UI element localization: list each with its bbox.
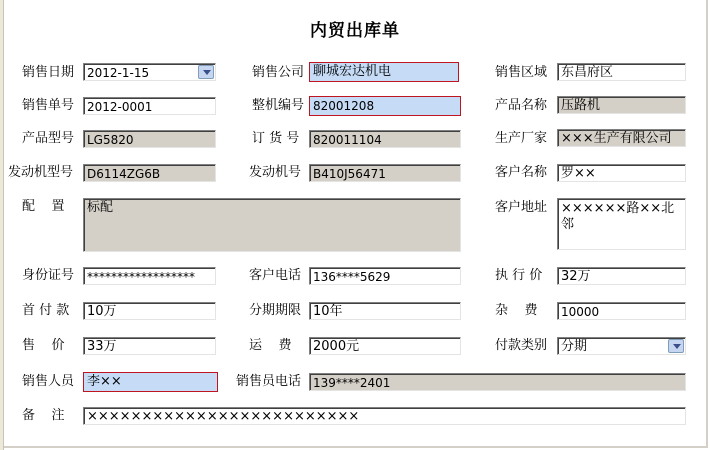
manufacturer-label: 生产厂家 (495, 131, 548, 146)
sales-company-label: 销售公司 (252, 65, 305, 80)
freight-field[interactable]: 2000元 (309, 337, 461, 355)
payment-type-label: 付款类别 (495, 338, 548, 353)
exec-price-field[interactable]: 32万 (557, 267, 686, 285)
product-name-label: 产品名称 (495, 98, 548, 113)
sales-no-field[interactable]: 2012-0001 (83, 97, 216, 115)
chevron-down-icon[interactable] (668, 339, 684, 353)
misc-fee-label: 杂 费 (495, 303, 538, 318)
config-label: 配 置 (22, 199, 65, 214)
customer-name-label: 客户名称 (495, 165, 548, 180)
order-no-field[interactable]: 820011104 (309, 130, 461, 148)
sales-region-field[interactable]: 东昌府区 (557, 63, 686, 81)
installment-term-label: 分期期限 (249, 303, 302, 318)
sales-no-label: 销售单号 (22, 98, 75, 113)
product-name-field[interactable]: 压路机 (557, 96, 686, 114)
customer-name-field[interactable]: 罗×× (557, 164, 686, 182)
sales-date-picker[interactable] (83, 63, 216, 81)
id-no-field[interactable]: ****************** (83, 267, 216, 285)
engine-no-label: 发动机号 (249, 165, 302, 180)
sales-company-field[interactable]: 聊城宏达机电 (309, 62, 459, 82)
sale-price-field[interactable]: 33万 (83, 337, 216, 355)
window-left-edge (0, 0, 4, 450)
product-model-label: 产品型号 (22, 131, 75, 146)
machine-no-label: 整机编号 (252, 98, 305, 113)
order-no-label: 订 货 号 (252, 131, 300, 146)
customer-address-field[interactable]: ××××××路××北邻 (557, 198, 686, 250)
customer-phone-field[interactable]: 136****5629 (309, 267, 461, 285)
manufacturer-field[interactable]: ×××生产有限公司 (557, 129, 686, 147)
salesperson-field[interactable]: 李×× (83, 372, 218, 392)
id-no-label: 身份证号 (22, 268, 75, 283)
remarks-label: 备 注 (22, 408, 65, 423)
misc-fee-field[interactable]: 10000 (557, 302, 686, 320)
engine-no-field[interactable]: B410J56471 (309, 164, 461, 182)
form-title: 内贸出库单 (310, 21, 400, 41)
chevron-down-icon[interactable] (198, 65, 214, 79)
sales-date-label: 销售日期 (22, 65, 75, 80)
sales-region-label: 销售区域 (495, 65, 548, 80)
config-field[interactable]: 标配 (83, 198, 461, 252)
remarks-field[interactable]: ××××××××××××××××××××××××× (83, 407, 686, 425)
sales-date-value: 2012-1-15 (87, 66, 150, 80)
engine-model-field[interactable]: D6114ZG6B (83, 164, 216, 182)
customer-address-label: 客户地址 (495, 200, 548, 215)
salesperson-phone-label: 销售员电话 (236, 374, 302, 389)
installment-term-field[interactable]: 10年 (309, 302, 461, 320)
exec-price-label: 执 行 价 (495, 268, 543, 283)
salesperson-label: 销售人员 (22, 374, 75, 389)
customer-phone-label: 客户电话 (249, 268, 302, 283)
sale-price-label: 售 价 (22, 338, 65, 353)
payment-type-select[interactable] (557, 337, 686, 355)
salesperson-phone-field[interactable]: 139****2401 (309, 373, 686, 391)
product-model-field[interactable]: LG5820 (83, 130, 216, 148)
machine-no-field[interactable]: 82001208 (309, 96, 461, 116)
down-payment-label: 首 付 款 (22, 303, 70, 318)
engine-model-label: 发动机型号 (8, 165, 74, 180)
payment-type-value: 分期 (561, 339, 665, 355)
down-payment-field[interactable]: 10万 (83, 302, 216, 320)
freight-label: 运 费 (249, 338, 292, 353)
